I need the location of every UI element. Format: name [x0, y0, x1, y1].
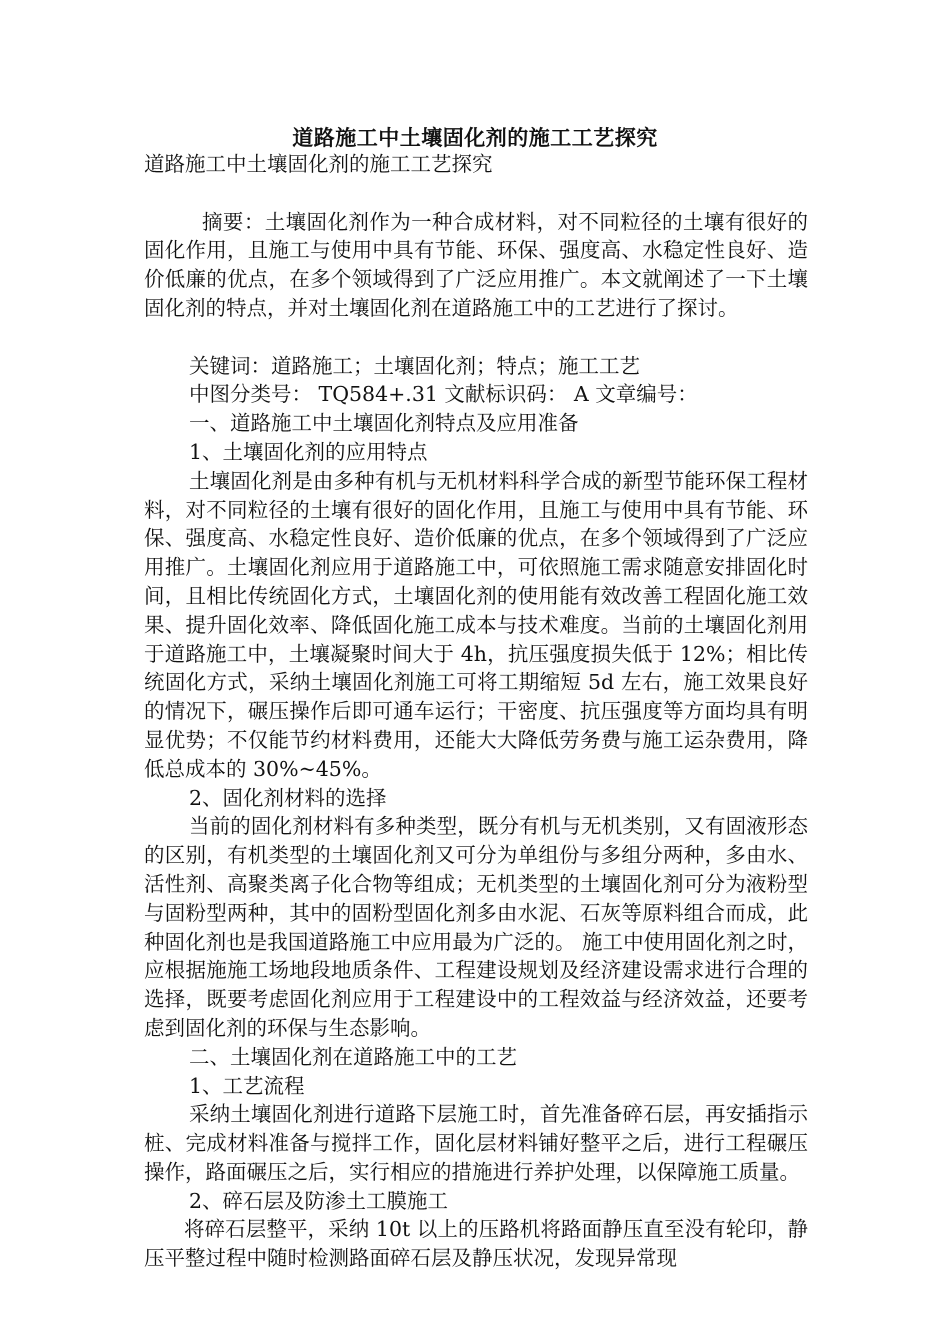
abstract-paragraph: 摘要：土壤固化剂作为一种合成材料，对不同粒径的土壤有很好的固化作用，且施工与使用中具有节能、环保、强度高、水稳定性良好、造价低廉的优点，在多个领域得到了广泛应用推广。本文就阐述了一下土壤固化剂的特点，并对土壤固化剂在道路施工中的工艺进行了探讨。 — [144, 209, 808, 320]
body-paragraph: 将碎石层整平，采纳 10t 以上的压路机将路面静压直至没有轮印，静压平整过程中随时检测路面碎石层及静压状况，发现异常现 — [144, 1217, 808, 1271]
subsection-heading: 1、土壤固化剂的应用特点 — [189, 439, 428, 464]
body-paragraph: 采纳土壤固化剂进行道路下层施工时，首先准备碎石层，再安插指示桩、完成材料准备与搅拌工作，固化层材料铺好整平之后，进行工程碾压操作，路面碾压之后，实行相应的措施进行养护处理，以保障施工质量。 — [144, 1102, 808, 1184]
section-heading: 二、土壤固化剂在道路施工中的工艺 — [189, 1044, 517, 1069]
section-heading: 一、道路施工中土壤固化剂特点及应用准备 — [189, 411, 579, 436]
subsection-heading: 2、碎石层及防渗土工膜施工 — [189, 1188, 449, 1213]
document-body — [144, 150, 808, 1273]
subsection-heading: 1、工艺流程 — [189, 1073, 305, 1098]
keywords-line: 关键词：道路施工；土壤固化剂；特点；施工工艺 — [189, 353, 640, 378]
body-paragraph: 土壤固化剂是由多种有机与无机材料科学合成的新型节能环保工程材料，对不同粒径的土壤有很好的固化作用，且施工与使用中具有节能、环保、强度高、水稳定性良好、造价低廉的优点，在多个领域得到了广泛应用推广。土壤固化剂应用于道路施工中，可依照施工需求随意安排固化时间，且相比传统固化方式，土壤固化剂的使用能有效改善工程固化施工效果、提升固化效率、降低固化施工成本与技术难度。当前的土壤固化剂用于道路施工中，土壤凝聚时间大于 4h，抗压强度损失低于 12%；相比传统固化方式，采纳土壤固化剂施工可将工期缩短 5d 左右，施工效果良好的情况下，碾压操作后即可通车运行；干密度、抗压强度等方面均具有明显优势；不仅能节约材料费用，还能大大降低劳务费与施工运杂费用，降低总成本的 30%~45%。 — [144, 468, 808, 781]
document-subtitle: 道路施工中土壤固化剂的施工工艺探究 — [144, 152, 493, 176]
body-paragraph: 当前的固化剂材料有多种类型，既分有机与无机类别，又有固液形态的区别，有机类型的土壤固化剂又可分为单组份与多组分两种，多由水、活性剂、高聚类离子化合物等组成；无机类型的土壤固化剂可分为液粉型与固粉型两种，其中的固粉型固化剂多由水泥、石灰等原料组合而成，此种固化剂也是我国道路施工中应用最为广泛的。 施工中使用固化剂之时，应根据施施工场地段地质条件、工程建设规划及经济建设需求进行合理的选择，既要考虑固化剂应用于工程建设中的工程效益与经济效益，还要考虑到固化剂的环保与生态影响。 — [144, 814, 808, 1040]
classification-line: 中图分类号： TQ584+.31 文献标识码： A 文章编号： — [189, 382, 698, 407]
subsection-heading: 2、固化剂材料的选择 — [189, 785, 387, 810]
document-title: 道路施工中土壤固化剂的施工工艺探究 — [292, 126, 658, 150]
